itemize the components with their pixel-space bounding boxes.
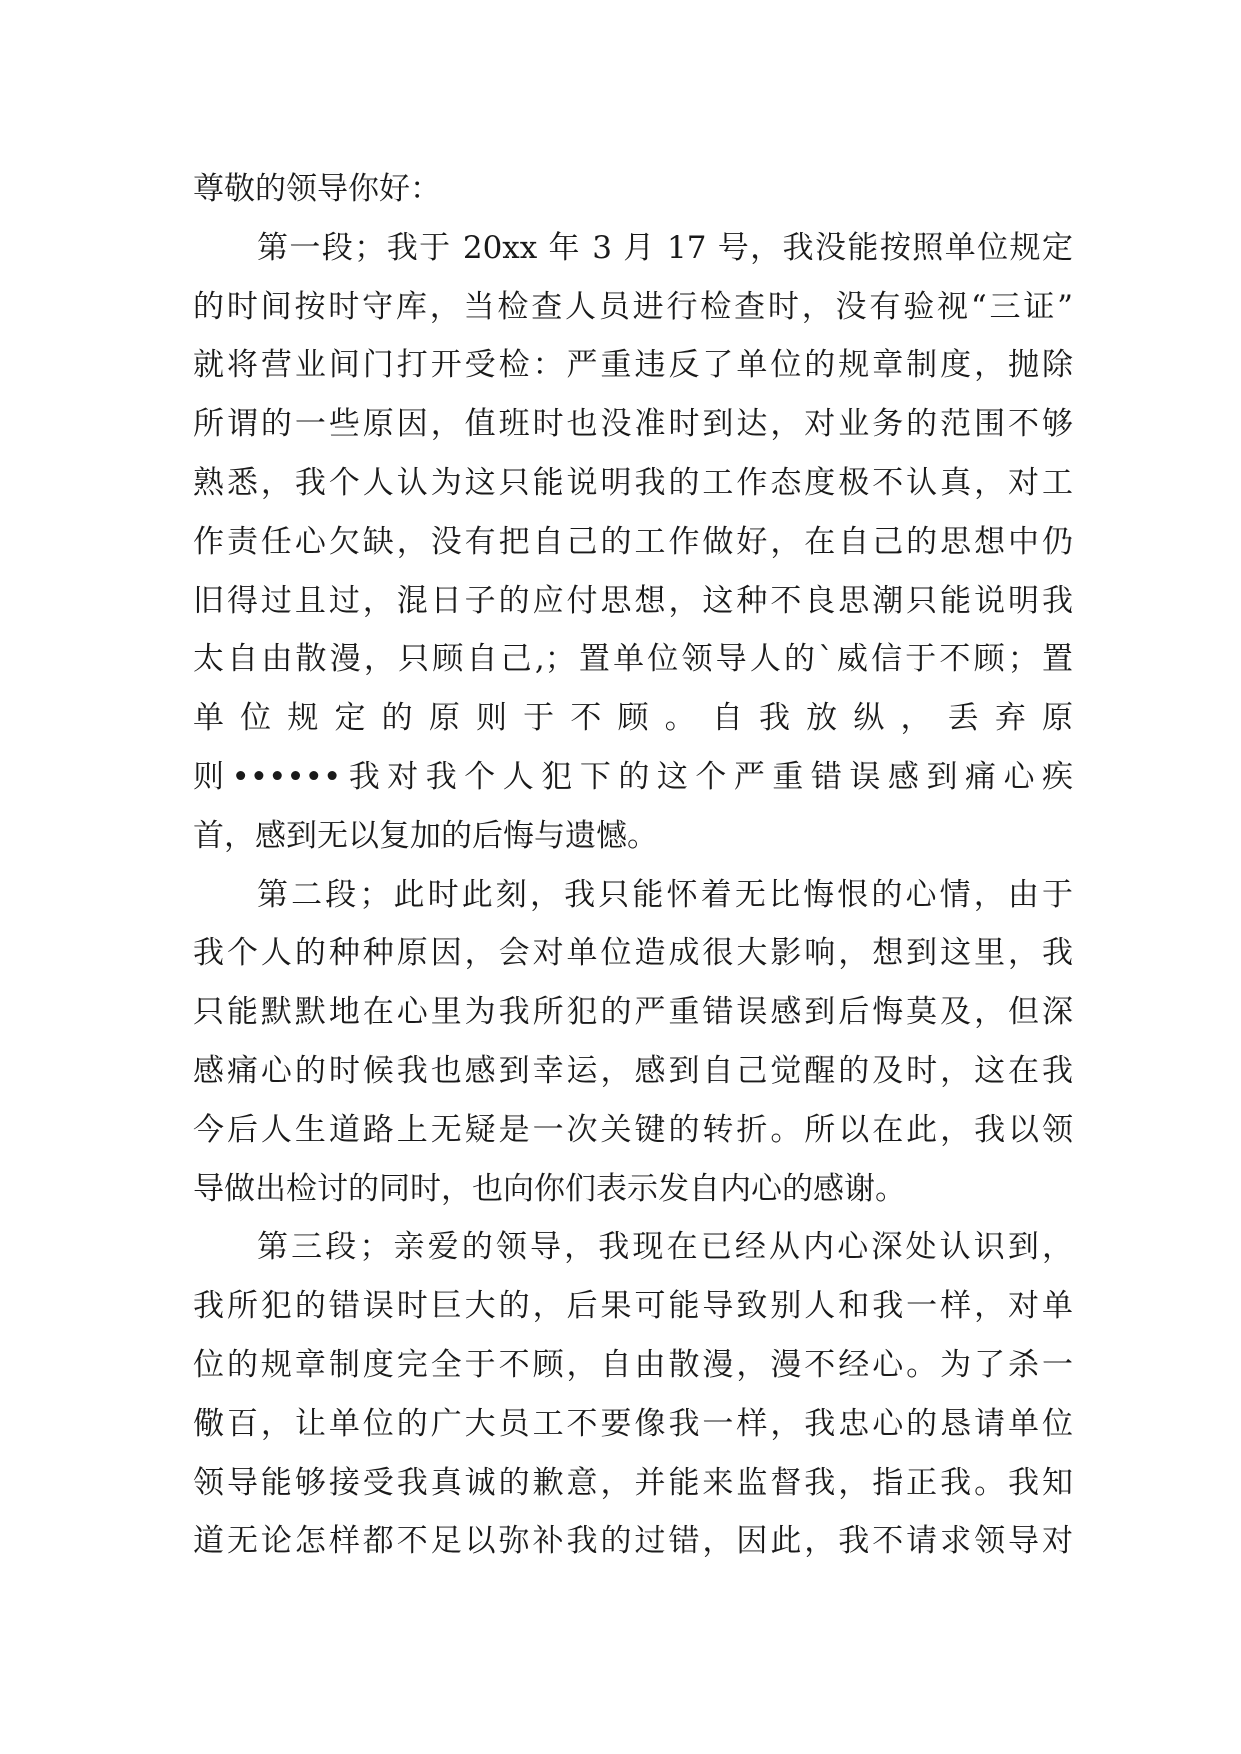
paragraph-line: 道无论怎样都不足以弥补我的过错，因此，我不请求领导对: [193, 1523, 1073, 1560]
paragraph-line: 第二段；此时此刻，我只能怀着无比悔恨的心情，由于: [257, 876, 1073, 913]
paragraph-line: 我个人的种种原因，会对单位造成很大影响，想到这里，我: [193, 935, 1073, 972]
paragraph-line: 熟悉，我个人认为这只能说明我的工作态度极不认真，对工: [193, 464, 1073, 501]
document-body: [193, 160, 1073, 1571]
paragraph-line: 第三段；亲爱的领导，我现在已经从内心深处认识到，: [257, 1229, 1073, 1266]
paragraph-line: 作责任心欠缺，没有把自己的工作做好，在自己的思想中仍: [193, 523, 1073, 560]
paragraph-line: 只能默默地在心里为我所犯的严重错误感到后悔莫及，但深: [193, 994, 1073, 1031]
paragraph-line: 首，感到无以复加的后悔与遗憾。: [193, 817, 658, 854]
paragraph-line: 单位规定的原则于不顾。自我放纵，丢弃原: [193, 700, 1073, 737]
paragraph-line: 所谓的一些原因，值班时也没准时到达，对业务的范围不够: [193, 406, 1073, 443]
paragraph-line: 位的规章制度完全于不顾，自由散漫，漫不经心。为了杀一: [193, 1346, 1073, 1383]
paragraph-line: 第一段；我于 20xx 年 3 月 17 号，我没能按照单位规定: [257, 229, 1073, 266]
paragraph-line: 今后人生道路上无疑是一次关键的转折。所以在此，我以领: [193, 1111, 1073, 1148]
paragraph-line: 旧得过且过，混日子的应付思想，这种不良思潮只能说明我: [193, 582, 1073, 619]
salutation: 尊敬的领导你好：: [193, 171, 441, 207]
paragraph-line: 太自由散漫，只顾自己,；置单位领导人的`威信于不顾；置: [193, 641, 1073, 678]
paragraph-line: 则••••••我对我个人犯下的这个严重错误感到痛心疾: [193, 758, 1073, 795]
paragraph-2: [193, 866, 1073, 1219]
paragraph-line: 就将营业间门打开受检：严重违反了单位的规章制度，抛除: [193, 347, 1073, 384]
paragraph-line: 感痛心的时候我也感到幸运，感到自己觉醒的及时，这在我: [193, 1052, 1073, 1089]
paragraph-line: 导做出检讨的同时，也向你们表示发自内心的感谢。: [193, 1170, 906, 1207]
paragraph-3: [193, 1218, 1073, 1571]
paragraph-line: 儆百，让单位的广大员工不要像我一样，我忠心的恳请单位: [193, 1405, 1073, 1442]
paragraph-1: [193, 219, 1073, 866]
paragraph-line: 领导能够接受我真诚的歉意，并能来监督我，指正我。我知: [193, 1464, 1073, 1501]
paragraph-line: 的时间按时守库，当检查人员进行检查时，没有验视“三证”: [193, 288, 1073, 325]
paragraph-line: 我所犯的错误时巨大的，后果可能导致别人和我一样，对单: [193, 1288, 1073, 1325]
